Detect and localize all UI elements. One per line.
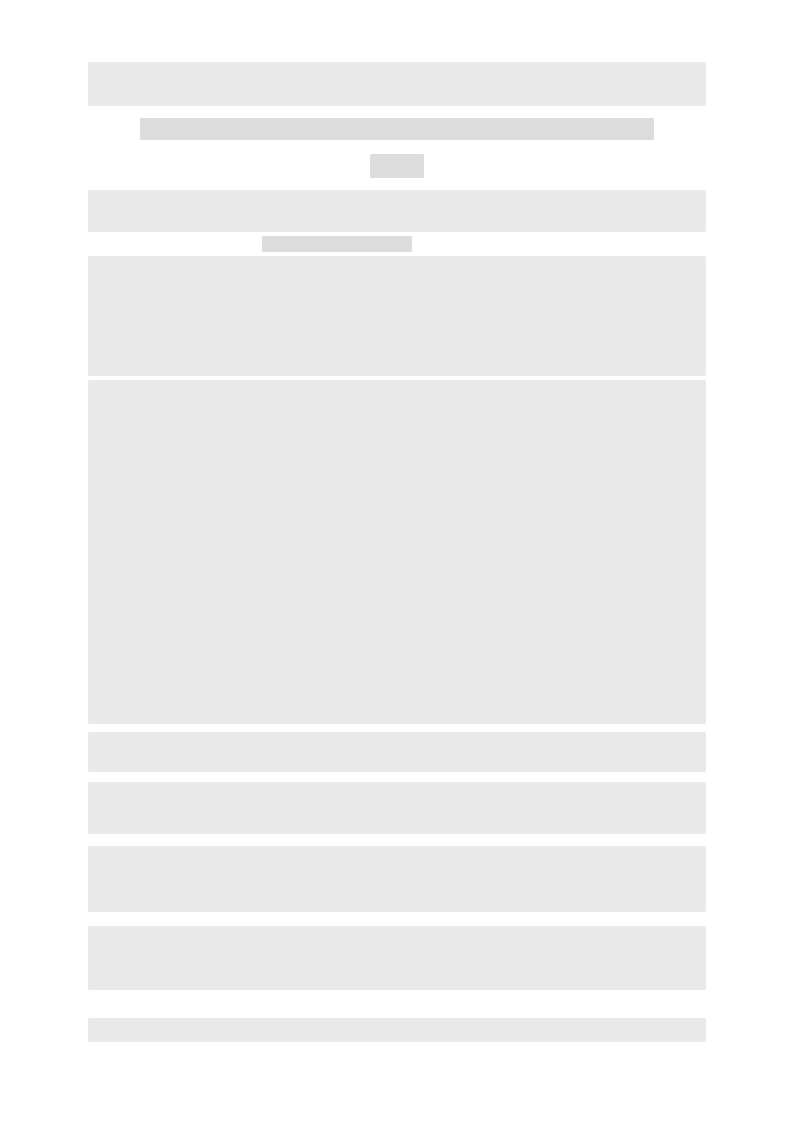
question-2-block [88,846,706,912]
section-heading-block [262,236,412,252]
notes-block [88,256,706,376]
formula-block [88,380,706,724]
subject-block [370,154,424,178]
intro-block [88,190,706,232]
section-intro-block [88,732,706,772]
title-block [140,118,654,140]
header-block [88,62,706,106]
footer-block [88,1018,706,1042]
question-3-block [88,926,706,990]
question-1-block [88,782,706,834]
